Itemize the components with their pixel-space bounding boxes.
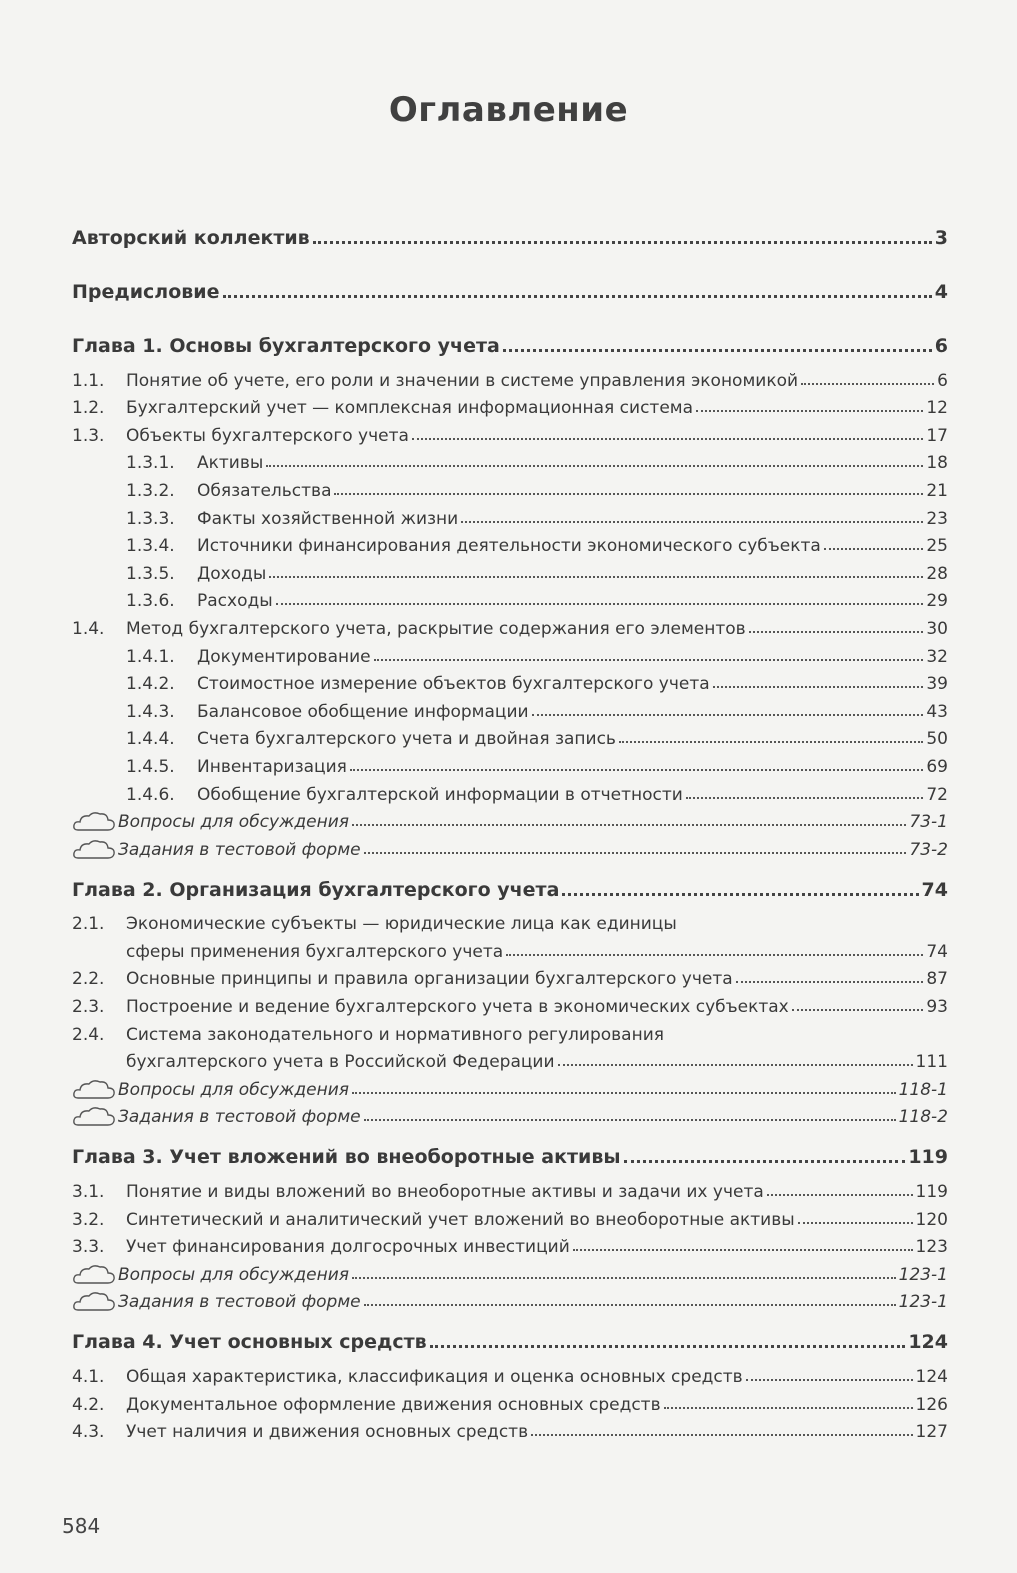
dot-leader [364, 1304, 896, 1306]
page-number: 29 [926, 591, 948, 612]
toc-subsection[interactable] [72, 556, 948, 584]
toc-section[interactable] [72, 1174, 948, 1202]
dot-leader [352, 824, 906, 826]
toc-section[interactable] [72, 907, 948, 962]
dot-leader [573, 1249, 913, 1251]
dot-leader [619, 741, 923, 743]
toc-subsection[interactable] [72, 722, 948, 750]
subsection-title: Счета бухгалтерского учета и двойная запись [197, 729, 616, 750]
page-number: 119 [915, 1182, 948, 1203]
section-number: 2.2. [72, 969, 105, 990]
toc-section[interactable] [72, 363, 948, 391]
dot-leader [461, 521, 923, 523]
subsection-number: 1.3.3. [126, 508, 175, 529]
section-title: Учет наличия и движения основных средств [126, 1422, 529, 1443]
subsection-number: 1.3.6. [126, 591, 175, 612]
chapter-title: Глава 2. Организация бухгалтерского учета [72, 878, 560, 901]
dot-leader [664, 1407, 913, 1409]
dot-leader [696, 410, 923, 412]
subsection-title: Обязательства [197, 480, 332, 501]
toc-section[interactable] [72, 962, 948, 990]
toc-section[interactable] [72, 1202, 948, 1230]
toc-online-questions[interactable] [72, 1257, 948, 1285]
section-number: 2.4. [72, 1024, 105, 1045]
page-number: 126 [915, 1394, 948, 1415]
dot-leader [558, 1064, 913, 1066]
page-number: 123 [915, 1237, 948, 1258]
section-number: 1.2. [72, 398, 105, 419]
entry-text: Вопросы для обсуждения [118, 1079, 350, 1100]
cloud-icon [72, 1290, 116, 1314]
subsection-title: Балансовое обобщение информации [197, 701, 529, 722]
page-number: 73-1 [909, 812, 948, 833]
entry-text: Вопросы для обсуждения [118, 1264, 350, 1285]
dot-leader [364, 1119, 896, 1121]
subsection-title: Активы [197, 453, 264, 474]
dot-leader [562, 893, 918, 896]
toc-online-tests[interactable] [72, 832, 948, 860]
chapter-title: Глава 1. Основы бухгалтерского учета [72, 335, 500, 357]
section-number: 4.1. [72, 1367, 105, 1387]
toc-subsection[interactable] [72, 473, 948, 501]
section-number: 1.3. [72, 425, 105, 446]
entry-text: Задания в тестовой форме [118, 839, 361, 860]
page-number: 74 [926, 941, 948, 962]
toc-section[interactable] [72, 1230, 948, 1258]
page-number: 118-2 [898, 1107, 948, 1128]
chapter-title: Глава 3. Учет вложений во внеоборотные активы [72, 1146, 621, 1169]
section-title: Объекты бухгалтерского учета [126, 425, 409, 446]
toc-section[interactable] [72, 1387, 948, 1415]
section-title: Общая характеристика, классификация и оценка основных средств [126, 1367, 743, 1387]
subsection-title: Стоимостное измерение объектов бухгалтерского учета [197, 674, 710, 695]
section-title: Построение и ведение бухгалтерского учета в экономических субъектах [126, 997, 789, 1018]
toc-subsection[interactable] [72, 694, 948, 722]
dot-leader [792, 1009, 924, 1011]
section-title: Синтетический и аналитический учет вложений во внеоборотные активы [126, 1209, 795, 1230]
toc-subsection[interactable] [72, 639, 948, 667]
dot-leader [374, 659, 924, 661]
dot-leader [430, 1345, 906, 1348]
toc-section[interactable] [72, 1415, 948, 1443]
subsection-number: 1.4.5. [126, 756, 175, 777]
dot-leader [532, 714, 924, 716]
page-number: 69 [926, 756, 948, 777]
dot-leader [798, 1222, 913, 1224]
dot-leader [749, 631, 924, 633]
section-number: 4.2. [72, 1394, 105, 1415]
page-number: 32 [926, 646, 948, 667]
subsection-title: Доходы [197, 563, 267, 584]
cloud-icon [72, 810, 116, 834]
page-title: Оглавление [388, 90, 629, 130]
cloud-icon [72, 838, 116, 862]
dot-leader [736, 981, 924, 983]
page-number: 118-1 [898, 1079, 948, 1100]
dot-leader [824, 548, 924, 550]
subsection-title: Документирование [197, 646, 371, 667]
page-number: 25 [926, 536, 948, 557]
toc-subsection[interactable] [72, 667, 948, 695]
toc-section[interactable] [72, 989, 948, 1017]
toc-chapter-4[interactable] [72, 1326, 948, 1353]
toc-section[interactable] [72, 611, 948, 639]
section-number: 3.3. [72, 1237, 105, 1258]
page-number: 73-2 [909, 839, 948, 860]
section-title: Экономические субъекты — юридические лица как единицы [126, 914, 677, 935]
toc-online-tests[interactable] [72, 1285, 948, 1313]
toc-subsection[interactable] [72, 446, 948, 474]
section-number: 3.1. [72, 1182, 105, 1203]
dot-leader [713, 686, 924, 688]
toc-subsection[interactable] [72, 584, 948, 612]
dot-leader [801, 383, 934, 385]
page-number: 28 [926, 563, 948, 584]
page-number: 123-1 [898, 1292, 948, 1313]
page-number: 21 [926, 480, 948, 501]
section-title: Основные принципы и правила организации бухгалтерского учета [126, 969, 733, 990]
entry-text: Задания в тестовой форме [118, 1107, 361, 1128]
subsection-title: Расходы [197, 591, 273, 612]
toc-subsection[interactable] [72, 749, 948, 777]
entry-text: Предисловие [72, 281, 220, 303]
page-number: 4 [934, 281, 948, 303]
toc-online-questions[interactable] [72, 1072, 948, 1100]
page-number: 93 [926, 997, 948, 1018]
page-number: 12 [926, 398, 948, 419]
toc-subsection[interactable] [72, 777, 948, 805]
page-number: 50 [926, 729, 948, 750]
subsection-number: 1.4.1. [126, 646, 175, 667]
toc-section[interactable] [72, 1017, 948, 1072]
page-number: 30 [926, 618, 948, 639]
page-number: 3 [934, 227, 948, 249]
cloud-icon [72, 1263, 116, 1287]
subsection-title: Обобщение бухгалтерской информации в отчетности [197, 784, 683, 805]
dot-leader [269, 576, 923, 578]
section-title: Учет финансирования долгосрочных инвестиций [126, 1237, 570, 1258]
page-number: 23 [926, 508, 948, 529]
section-number: 2.1. [72, 914, 105, 935]
toc-section[interactable] [72, 1359, 948, 1387]
toc-entry-preface[interactable] [72, 276, 948, 303]
dot-leader [352, 1092, 896, 1094]
toc-chapter-3[interactable] [72, 1141, 948, 1168]
subsection-title: Инвентаризация [197, 756, 347, 777]
subsection-number: 1.3.1. [126, 453, 175, 474]
page-number: 87 [926, 969, 948, 990]
dot-leader [334, 493, 923, 495]
dot-leader [313, 241, 932, 244]
section-number: 2.3. [72, 997, 105, 1018]
page-number: 119 [908, 1146, 948, 1169]
dot-leader [223, 295, 932, 298]
section-title-continued: бухгалтерского учета в Российской Федерации [126, 1052, 555, 1073]
page-number: 6 [937, 370, 948, 391]
page-number: 72 [926, 784, 948, 805]
chapter-title: Глава 4. Учет основных средств [72, 1331, 427, 1354]
dot-leader [352, 1277, 896, 1279]
dot-leader [767, 1194, 913, 1196]
toc-subsection[interactable] [72, 529, 948, 557]
section-title: Бухгалтерский учет — комплексная информационная система [126, 398, 694, 419]
dot-leader [686, 797, 924, 799]
toc-chapter-2[interactable] [72, 874, 948, 901]
section-title: Понятие об учете, его роли и значении в системе управления экономикой [126, 370, 799, 391]
section-title: Понятие и виды вложений во внеоборотные активы и задачи их учета [126, 1182, 764, 1203]
dot-leader [506, 954, 923, 956]
subsection-number: 1.3.5. [126, 563, 175, 584]
subsection-number: 1.4.3. [126, 701, 175, 722]
toc-entry-authors[interactable] [72, 222, 948, 249]
page-number: 43 [926, 701, 948, 722]
section-number: 1.1. [72, 370, 105, 391]
dot-leader [350, 769, 923, 771]
subsection-number: 1.3.2. [126, 480, 175, 501]
page-number: 74 [921, 878, 948, 901]
page-number: 127 [915, 1422, 948, 1443]
subsection-number: 1.4.4. [126, 729, 175, 750]
dot-leader [746, 1379, 913, 1381]
section-number: 1.4. [72, 618, 105, 639]
section-number: 3.2. [72, 1209, 105, 1230]
cloud-icon [72, 1078, 116, 1102]
page-number: 123-1 [898, 1264, 948, 1285]
page-number: 18 [926, 453, 948, 474]
page-number: 120 [915, 1209, 948, 1230]
dot-leader [531, 1434, 912, 1436]
entry-text: Задания в тестовой форме [118, 1292, 361, 1313]
section-number: 4.3. [72, 1422, 105, 1443]
toc-subsection[interactable] [72, 501, 948, 529]
dot-leader [412, 438, 923, 440]
dot-leader [364, 852, 907, 854]
page-number: 6 [934, 335, 948, 357]
toc-online-tests[interactable] [72, 1100, 948, 1128]
entry-text: Авторский коллектив [72, 227, 310, 249]
section-title: Система законодательного и нормативного регулирования [126, 1024, 664, 1045]
subsection-title: Источники финансирования деятельности экономического субъекта [197, 536, 821, 557]
cloud-icon [72, 1105, 116, 1129]
subsection-number: 1.4.6. [126, 784, 175, 805]
subsection-title: Факты хозяйственной жизни [197, 508, 459, 529]
toc-online-questions[interactable] [72, 805, 948, 833]
dot-leader [276, 603, 924, 605]
page-number: 124 [915, 1367, 948, 1387]
toc-chapter-1[interactable] [72, 330, 948, 357]
entry-text: Вопросы для обсуждения [118, 812, 350, 833]
page-number: 39 [926, 674, 948, 695]
page-number: 17 [926, 425, 948, 446]
dot-leader [503, 349, 932, 352]
section-title-continued: сферы применения бухгалтерского учета [126, 941, 504, 962]
subsection-number: 1.4.2. [126, 674, 175, 695]
page-number: 111 [915, 1052, 948, 1073]
toc-section[interactable] [72, 418, 948, 446]
page-folio: 584 [62, 1514, 101, 1538]
section-title: Метод бухгалтерского учета, раскрытие содержания его элементов [126, 618, 746, 639]
subsection-number: 1.3.4. [126, 536, 175, 557]
table-of-contents [72, 222, 948, 1442]
page-number: 124 [908, 1331, 948, 1354]
dot-leader [266, 465, 923, 467]
dot-leader [624, 1160, 906, 1163]
toc-section[interactable] [72, 391, 948, 419]
section-title: Документальное оформление движения основных средств [126, 1394, 661, 1415]
